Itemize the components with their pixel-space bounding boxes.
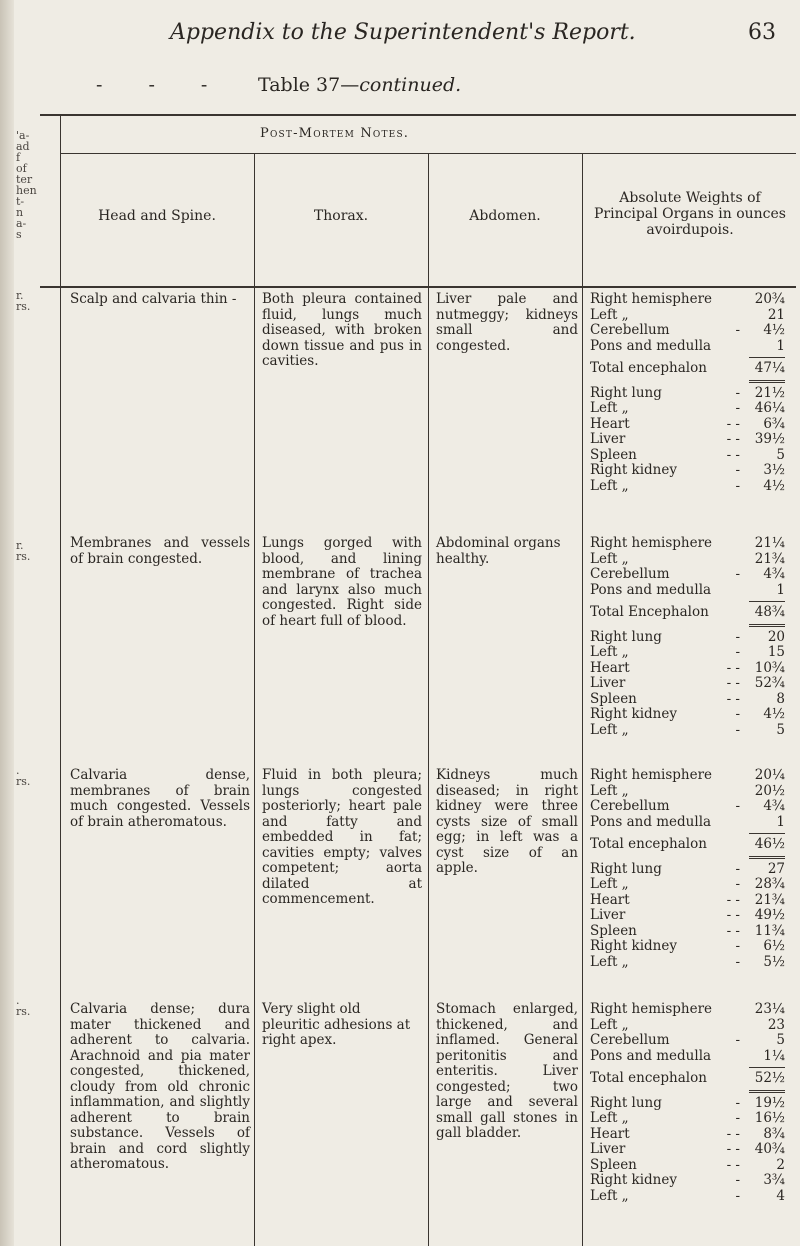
organ-weight-value: 20½	[754, 782, 785, 799]
leader-dash: - -	[726, 446, 740, 463]
leader-dash: -	[735, 953, 740, 970]
head-spine-notes: Calvaria dense; dura mater thickened and adherent to calvaria. Arachnoid and pia mater congested, thickened, cloudy from old chronic inflammation, and slightly adherent to brain substance. Vessels of brain and cord slightly atheromatous.	[70, 1001, 250, 1172]
organ-weight-row	[590, 292, 785, 308]
head-spine-notes: Calvaria dense, membranes of brain much congested. Vessels of brain atheromatous.	[70, 767, 250, 830]
organ-weight-value: 4	[776, 1187, 785, 1204]
column-divider	[428, 154, 429, 1246]
organ-weight-row	[590, 552, 785, 568]
organ-weight-value: 39½	[754, 431, 785, 447]
organ-weight-value: 20¼	[754, 767, 785, 783]
cut-off-margin-text: . rs.	[16, 994, 31, 1018]
organ-weight-value: 6¾	[763, 415, 785, 432]
column-header-abdomen: Abdomen.	[469, 208, 541, 224]
leader-dash: -	[735, 322, 740, 338]
column-divider	[60, 114, 61, 1246]
organ-weight-row	[590, 723, 785, 739]
organ-weight-value: 19½	[754, 1094, 785, 1111]
organ-weight-row	[590, 432, 785, 448]
organ-label: Right kidney	[590, 1172, 677, 1188]
organ-label: Total Encephalon	[590, 604, 709, 620]
thorax-notes: Lungs gorged with blood, and lining membrane of trachea and larynx also much congested. Right side of heart full of blood.	[262, 535, 422, 629]
organ-label: Liver	[590, 431, 626, 447]
organ-label: Pons and medulla	[590, 813, 712, 830]
organ-label: Total encephalon	[590, 360, 707, 376]
organ-weight-value: 3½	[763, 462, 785, 478]
organ-weight-value: 4½	[763, 322, 785, 338]
total-double-rule	[749, 1090, 785, 1093]
cut-off-margin-text: 'a- ad f of ter hen t- n a- s	[16, 129, 37, 241]
leader-dash: - -	[726, 1125, 740, 1142]
organ-weight-value: 1	[776, 337, 785, 354]
organ-label: Right lung	[590, 384, 662, 401]
organ-weight-value: 15	[767, 644, 785, 660]
organ-weight-row	[590, 1189, 785, 1205]
organ-label: Liver	[590, 1141, 626, 1157]
organ-weight-row	[590, 536, 785, 552]
organ-weight-value: 27	[767, 860, 785, 877]
leader-dash: -	[735, 462, 740, 478]
organ-label: Heart	[590, 659, 630, 676]
leader-dash: -	[735, 400, 740, 416]
organ-weight-row	[590, 939, 785, 955]
organ-label: Left „	[590, 400, 629, 416]
leader-dash: -	[735, 938, 740, 954]
organ-weight-value: 8¾	[763, 1125, 785, 1142]
column-header-head-and-spine: Head and Spine.	[98, 208, 216, 224]
organ-weight-value: 23	[767, 1016, 785, 1033]
organ-weights	[590, 292, 785, 494]
organ-weight-row	[590, 862, 785, 878]
organ-label: Right kidney	[590, 706, 677, 722]
organ-label: Pons and medulla	[590, 1047, 712, 1064]
organ-weight-value: 48¾	[754, 604, 785, 620]
cut-off-margin-text: r. rs.	[16, 539, 31, 563]
organ-label: Left „	[590, 953, 629, 970]
leader-dash: -	[735, 384, 740, 401]
organ-weight-row	[590, 463, 785, 479]
leader-dash: -	[735, 1094, 740, 1111]
organ-weight-value: 4½	[763, 706, 785, 722]
leader-dash: -	[735, 721, 740, 738]
column-header-thorax: Thorax.	[313, 208, 369, 224]
organ-weight-row	[590, 1033, 785, 1049]
sum-rule	[749, 1067, 785, 1068]
organ-weight-value: 4¾	[763, 798, 785, 814]
abdomen-notes: Abdominal organs healthy.	[436, 535, 561, 567]
leader-dash: -	[735, 706, 740, 722]
column-divider	[254, 154, 255, 1246]
organ-label: Cerebellum	[590, 322, 670, 338]
organ-label: Heart	[590, 1125, 630, 1142]
organ-label: Cerebellum	[590, 566, 670, 582]
sum-rule	[749, 833, 785, 834]
leader-dash: -	[735, 1187, 740, 1204]
organ-label: Left „	[590, 644, 629, 660]
organ-weight-row	[590, 386, 785, 402]
organ-weight-row	[590, 1142, 785, 1158]
organ-weight-row	[590, 676, 785, 692]
leader-dash: - -	[726, 1141, 740, 1157]
organ-weight-row	[590, 661, 785, 677]
thorax-notes: Fluid in both pleura; lungs congested posteriorly; heart pale and fatty and embedded in fat; cavities empty; valves competent; aorta dilated at commencement.	[262, 767, 422, 907]
organ-label: Right lung	[590, 1094, 662, 1111]
organ-weight-value: 23¼	[754, 1001, 785, 1017]
organ-label: Left „	[590, 721, 629, 738]
organ-weight-value: 3¾	[763, 1172, 785, 1188]
organ-label: Right lung	[590, 860, 662, 877]
organ-weight-row	[590, 768, 785, 784]
abdomen-notes: Kidneys much diseased; in right kidney were three cysts size of small egg; in left was a cyst size of an apple.	[436, 767, 578, 876]
organ-label: Left „	[590, 1016, 629, 1033]
organ-weight-value: 4½	[763, 477, 785, 494]
total-double-rule	[749, 624, 785, 627]
thorax-notes: Both pleura contained fluid, lungs much diseased, with broken down tissue and pus in cavities.	[262, 291, 422, 369]
organ-weight-row	[590, 1173, 785, 1189]
leader-dash: - -	[726, 891, 740, 908]
organ-weight-value: 20¾	[754, 291, 785, 307]
organ-weight-value: 5	[776, 721, 785, 738]
organ-weight-row	[590, 1111, 785, 1127]
leader-dash: - -	[726, 675, 740, 691]
organ-label: Pons and medulla	[590, 337, 712, 354]
organ-label: Left „	[590, 477, 629, 494]
organ-weight-row	[590, 1096, 785, 1112]
organ-label: Liver	[590, 907, 626, 923]
organ-weight-row	[590, 401, 785, 417]
organ-weight-row	[590, 583, 785, 599]
table-top-rule	[40, 114, 796, 116]
organ-weight-value: 1	[776, 813, 785, 830]
leader-dash: -	[735, 566, 740, 582]
organ-weight-value: 52½	[754, 1070, 785, 1086]
organ-weight-row	[590, 799, 785, 815]
organ-label: Left „	[590, 306, 629, 323]
organ-label: Cerebellum	[590, 798, 670, 814]
organ-label: Heart	[590, 891, 630, 908]
organ-weight-value: 47¼	[754, 360, 785, 376]
organ-weight-value: 1	[776, 581, 785, 598]
page-number: 63	[748, 20, 776, 45]
group-header: Post-Mortem Notes.	[260, 126, 410, 141]
leader-dash: -	[735, 1110, 740, 1126]
leader-dashes: - - -	[96, 74, 228, 96]
cut-off-margin-text: . rs.	[16, 764, 31, 788]
organ-weight-value: 21¾	[754, 891, 785, 908]
head-spine-notes: Membranes and vessels of brain congested.	[70, 535, 250, 567]
organ-weight-row	[590, 1049, 785, 1065]
organ-weights	[590, 768, 785, 970]
organ-label: Left „	[590, 876, 629, 892]
organ-weight-row	[590, 417, 785, 433]
binding-shadow	[0, 0, 14, 1246]
column-divider	[582, 154, 583, 1246]
organ-weight-row	[590, 955, 785, 971]
organ-weight-row	[590, 567, 785, 583]
organ-label: Liver	[590, 675, 626, 691]
organ-label: Pons and medulla	[590, 581, 712, 598]
organ-weight-row	[590, 893, 785, 909]
organ-label: Right hemisphere	[590, 1001, 713, 1017]
sum-rule	[749, 357, 785, 358]
total-double-rule	[749, 856, 785, 859]
organ-weight-row	[590, 645, 785, 661]
organ-label: Spleen	[590, 446, 637, 463]
organ-weight-value: 28¾	[754, 876, 785, 892]
organ-label: Right hemisphere	[590, 535, 713, 551]
organ-weight-row	[590, 1002, 785, 1018]
organ-label: Spleen	[590, 922, 637, 939]
organ-label: Right hemisphere	[590, 291, 713, 307]
organ-label: Left „	[590, 1110, 629, 1126]
total-weight-row	[590, 837, 785, 853]
total-double-rule	[749, 380, 785, 383]
organ-weight-row	[590, 630, 785, 646]
organ-weight-row	[590, 784, 785, 800]
organ-weight-row	[590, 815, 785, 831]
organ-label: Total encephalon	[590, 836, 707, 852]
leader-dash: -	[735, 628, 740, 645]
organ-weight-row	[590, 707, 785, 723]
organ-weight-row	[590, 448, 785, 464]
organ-weights	[590, 536, 785, 738]
organ-label: Right kidney	[590, 938, 677, 954]
organ-weight-value: 21½	[754, 384, 785, 401]
organ-weight-value: 1¼	[763, 1047, 785, 1064]
leader-dash: -	[735, 876, 740, 892]
total-weight-row	[590, 361, 785, 377]
organ-label: Heart	[590, 415, 630, 432]
organ-label: Spleen	[590, 690, 637, 707]
organ-weight-value: 49½	[754, 907, 785, 923]
sum-rule	[749, 601, 785, 602]
organ-weight-value: 52¾	[754, 675, 785, 691]
leader-dash: -	[735, 798, 740, 814]
organ-weights	[590, 1002, 785, 1204]
leader-dash: -	[735, 1172, 740, 1188]
organ-weight-value: 20	[767, 628, 785, 645]
organ-label: Right lung	[590, 628, 662, 645]
abdomen-notes: Liver pale and nutmeggy; kidneys small and congested.	[436, 291, 578, 354]
table-title: Table 37—continued.	[258, 74, 462, 96]
organ-weight-row	[590, 924, 785, 940]
organ-weight-value: 16½	[754, 1110, 785, 1126]
organ-label: Cerebellum	[590, 1032, 670, 1048]
organ-weight-row	[590, 908, 785, 924]
organ-weight-value: 46¼	[754, 400, 785, 416]
thorax-notes: Very slight old pleuritic adhesions at right apex.	[262, 1001, 411, 1048]
leader-dash: -	[735, 644, 740, 660]
organ-label: Spleen	[590, 1156, 637, 1173]
organ-weight-row	[590, 692, 785, 708]
organ-label: Left „	[590, 782, 629, 799]
organ-weight-row	[590, 877, 785, 893]
organ-label: Left „	[590, 550, 629, 567]
organ-weight-value: 5½	[763, 953, 785, 970]
organ-label: Right kidney	[590, 462, 677, 478]
leader-dash: -	[735, 1032, 740, 1048]
organ-weight-row	[590, 1018, 785, 1034]
organ-weight-value: 11¾	[754, 922, 785, 939]
leader-dash: -	[735, 477, 740, 494]
organ-weight-value: 21¼	[754, 535, 785, 551]
cut-off-margin-text: r. rs.	[16, 289, 31, 313]
total-weight-row	[590, 605, 785, 621]
organ-weight-value: 5	[776, 1032, 785, 1048]
total-weight-row	[590, 1071, 785, 1087]
leader-dash: - -	[726, 1156, 740, 1173]
organ-weight-value: 2	[776, 1156, 785, 1173]
leader-dash: - -	[726, 431, 740, 447]
organ-weight-value: 21	[767, 306, 785, 323]
head-spine-notes: Scalp and calvaria thin -	[70, 291, 237, 307]
organ-label: Right hemisphere	[590, 767, 713, 783]
leader-dash: - -	[726, 415, 740, 432]
organ-weight-value: 6½	[763, 938, 785, 954]
organ-weight-value: 4¾	[763, 566, 785, 582]
leader-dash: -	[735, 860, 740, 877]
header-bottom-rule	[40, 286, 796, 288]
organ-weight-row	[590, 479, 785, 495]
organ-weight-row	[590, 323, 785, 339]
column-header-weights: Absolute Weights of Principal Organs in ounces avoirdupois.	[593, 190, 786, 238]
leader-dash: - -	[726, 922, 740, 939]
organ-weight-row	[590, 339, 785, 355]
running-head: Appendix to the Superintendent's Report.	[170, 20, 636, 45]
organ-weight-row	[590, 1158, 785, 1174]
organ-weight-value: 8	[776, 690, 785, 707]
organ-weight-value: 10¾	[754, 659, 785, 676]
organ-weight-value: 40¾	[754, 1141, 785, 1157]
organ-weight-row	[590, 308, 785, 324]
organ-label: Left „	[590, 1187, 629, 1204]
abdomen-notes: Stomach enlarged, thickened, and inflamed. General peritonitis and enteritis. Liver congested; two large and several small gall stones in gall bladder.	[436, 1001, 578, 1141]
organ-label: Total encephalon	[590, 1070, 707, 1086]
leader-dash: - -	[726, 907, 740, 923]
organ-weight-value: 21¾	[754, 550, 785, 567]
organ-weight-row	[590, 1127, 785, 1143]
organ-weight-value: 5	[776, 446, 785, 463]
leader-dash: - -	[726, 659, 740, 676]
leader-dash: - -	[726, 690, 740, 707]
organ-weight-value: 46½	[754, 836, 785, 852]
